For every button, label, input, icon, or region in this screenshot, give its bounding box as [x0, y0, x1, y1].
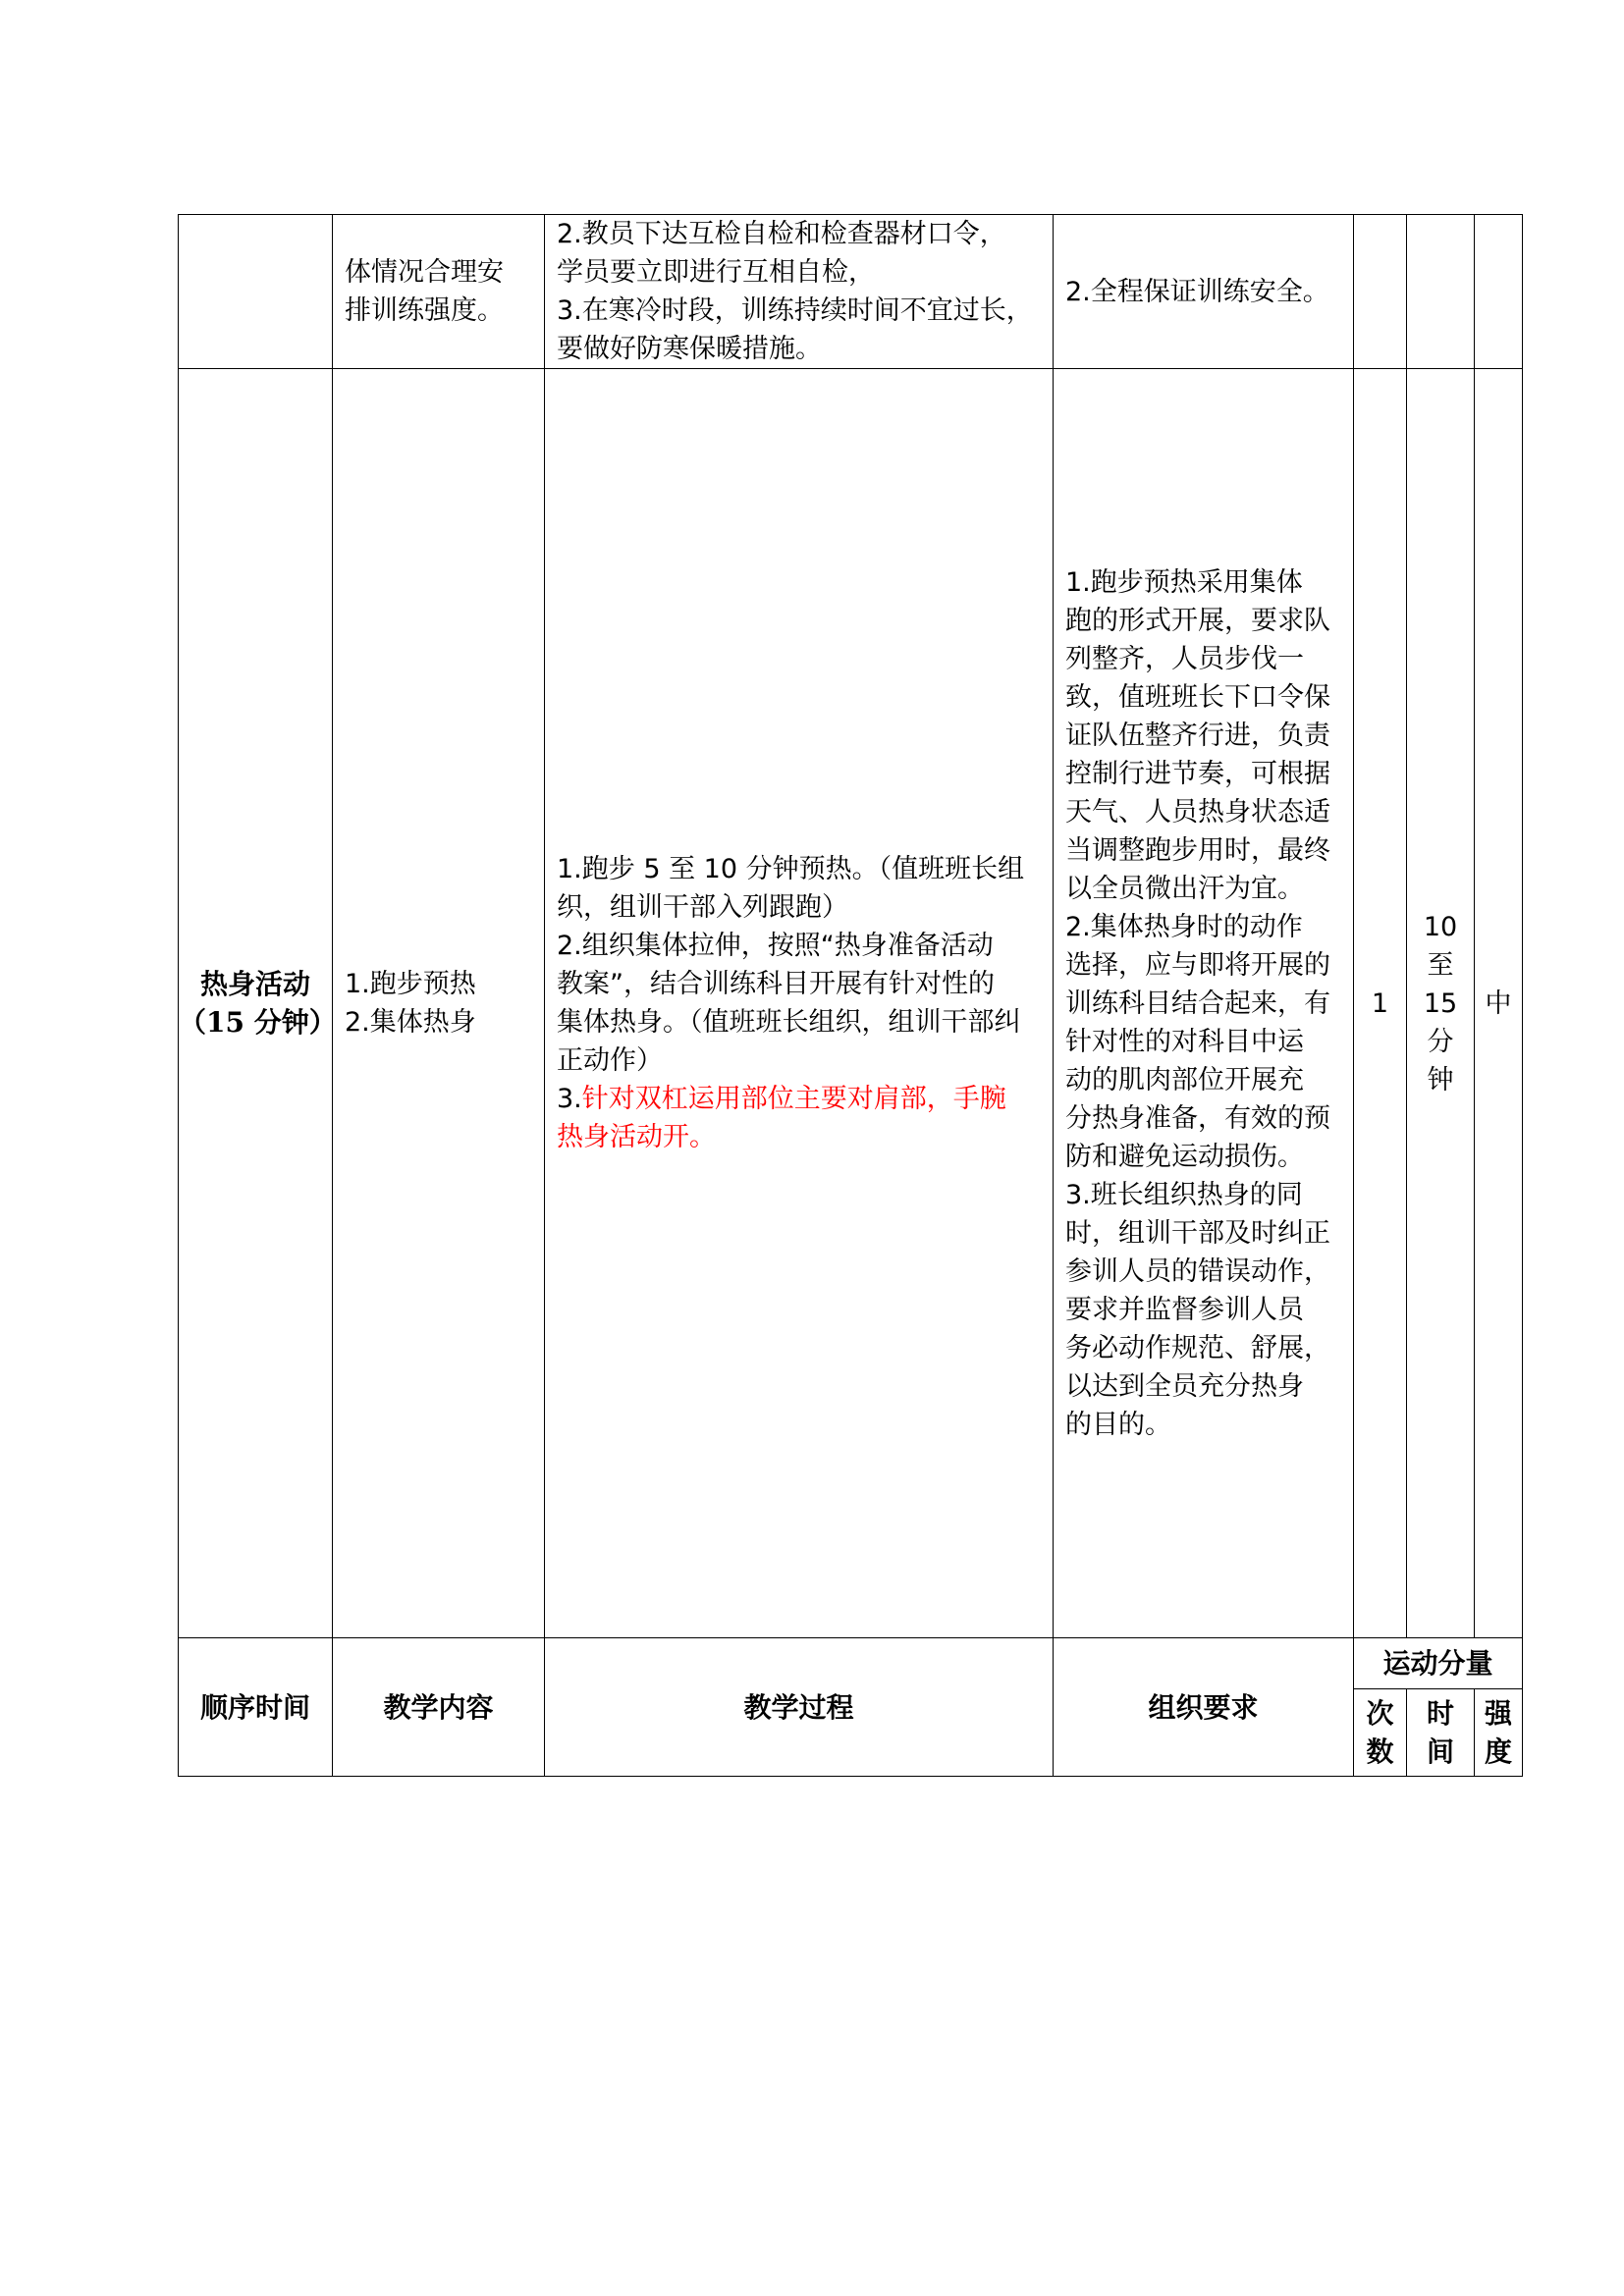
requirement-line: 务必动作规范、舒展， [1065, 1332, 1330, 1363]
header-requirements: 组织要求 [1054, 1638, 1354, 1777]
process-line: 教案”，结合训练科目开展有针对性的 [557, 969, 995, 999]
header-process: 教学过程 [545, 1638, 1054, 1777]
header-time-line: 时 [1426, 1697, 1454, 1730]
requirement-line: 的目的。 [1065, 1409, 1171, 1440]
requirement-line: 3.班长组织热身的同 [1065, 1179, 1303, 1210]
requirement-line: 训练科目结合起来，有 [1065, 988, 1330, 1019]
process-line: 织，组训干部入列跟跑） [557, 892, 848, 923]
requirement-line: 防和避免运动损伤。 [1065, 1141, 1304, 1172]
count-cell-empty [1354, 215, 1407, 369]
header-intensity-line: 强 [1484, 1697, 1512, 1730]
time-line: 分 [1427, 1026, 1454, 1057]
table-header-row [179, 1638, 1523, 1689]
time-cell [1407, 369, 1475, 1638]
requirement-line: 动的肌肉部位开展充 [1065, 1064, 1304, 1095]
highlight-number: 3. [557, 1084, 582, 1114]
stage-cell [179, 369, 337, 1638]
intensity-cell-empty [1475, 215, 1523, 369]
header-volume: 运动分量 [1354, 1638, 1523, 1689]
process-line: 1.跑步 5 至 10 分钟预热。（值班班长组 [557, 854, 1025, 884]
process-line: 2.教员下达互检自检和检查器材口令， [557, 219, 1006, 249]
header-intensity-line: 度 [1484, 1735, 1512, 1768]
table-row-warmup [179, 369, 1523, 1638]
requirement-line: 天气、人员热身状态适 [1065, 796, 1330, 828]
requirement-line: 跑的形式开展，要求队 [1065, 605, 1330, 636]
highlight-text: 针对双杠运用部位主要对肩部，手腕 [581, 1084, 1006, 1114]
intensity-cell [1475, 369, 1523, 1638]
table-row-safety [179, 215, 1523, 369]
content-cell [333, 369, 545, 1638]
requirement-line: 以达到全员充分热身 [1065, 1370, 1304, 1402]
content-cell [333, 215, 545, 369]
header-time [1407, 1689, 1475, 1777]
requirement-line: 证队伍整齐行进，负责 [1065, 720, 1330, 751]
requirement-cell [1054, 215, 1354, 369]
process-cell [545, 215, 1054, 369]
process-line: 2.组织集体拉伸，按照“热身准备活动 [557, 931, 994, 961]
process-line: 要做好防寒保暖措施。 [557, 334, 822, 364]
process-highlight-line: 热身活动开。 [557, 1122, 716, 1152]
time-line: 15 [1423, 988, 1458, 1019]
header-count-line: 数 [1366, 1735, 1394, 1768]
requirement-line: 要求并监督参训人员 [1065, 1294, 1304, 1325]
process-line: 学员要立即进行互相自检， [557, 257, 875, 288]
header-count-line: 次 [1366, 1697, 1394, 1730]
header-time-line: 间 [1426, 1735, 1454, 1768]
requirement-cell [1054, 369, 1354, 1638]
requirement-line: 选择，应与即将开展的 [1065, 949, 1330, 981]
process-line: 3.在寒冷时段，训练持续时间不宜过长， [557, 295, 1033, 326]
requirement-line: 当调整跑步用时，最终 [1065, 834, 1330, 866]
requirement-line: 列整齐，人员步伐一 [1065, 643, 1304, 674]
requirement-line: 控制行进节奏，可根据 [1065, 758, 1330, 789]
time-line: 至 [1427, 949, 1454, 981]
process-highlight-line [557, 1080, 1041, 1118]
count-cell [1354, 369, 1407, 1638]
stage-duration: （15 分钟） [179, 1006, 337, 1039]
time-line: 钟 [1427, 1064, 1454, 1095]
header-intensity [1475, 1689, 1523, 1777]
process-line: 集体热身。（值班班长组织，组训干部纠 [557, 1007, 1021, 1038]
content-line: 2.集体热身 [345, 1007, 476, 1038]
process-cell [545, 369, 1054, 1638]
requirement-line: 分热身准备，有效的预 [1065, 1102, 1330, 1134]
requirement-text: 2.全程保证训练安全。 [1065, 276, 1329, 307]
process-line: 正动作） [557, 1045, 663, 1076]
content-line: 排训练强度。 [345, 295, 504, 326]
training-plan-table [178, 214, 1523, 1777]
content-line: 体情况合理安 [345, 257, 504, 288]
requirement-line: 时，组训干部及时纠正 [1065, 1217, 1330, 1249]
stage-cell-empty [179, 215, 333, 369]
header-count [1354, 1689, 1407, 1777]
requirement-line: 以全员微出汗为宜。 [1065, 873, 1304, 904]
requirement-line: 致，值班班长下口令保 [1065, 681, 1330, 713]
stage-title: 热身活动 [199, 968, 310, 1000]
intensity-value: 中 [1485, 988, 1512, 1019]
time-line: 10 [1423, 911, 1458, 942]
requirement-line: 1.跑步预热采用集体 [1065, 566, 1303, 598]
requirement-line: 参训人员的错误动作， [1065, 1255, 1330, 1287]
time-cell-empty [1407, 215, 1475, 369]
requirement-line: 针对性的对科目中运 [1065, 1026, 1304, 1057]
count-value: 1 [1371, 988, 1389, 1019]
header-content: 教学内容 [333, 1638, 545, 1777]
requirement-line: 2.集体热身时的动作 [1065, 911, 1303, 942]
header-order-time: 顺序时间 [179, 1638, 333, 1777]
content-line: 1.跑步预热 [345, 969, 476, 999]
